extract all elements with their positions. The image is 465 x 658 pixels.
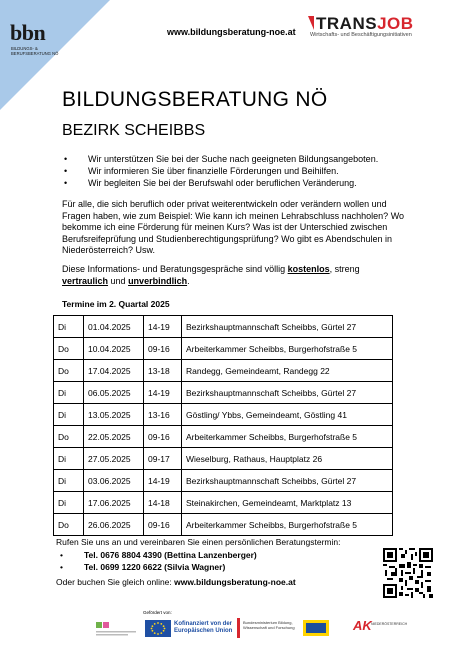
transjob-mark-icon xyxy=(308,16,314,30)
eu-line2: Europäischen Union xyxy=(174,628,233,634)
time-cell: 14-19 xyxy=(144,470,182,492)
service-item: • Wir begleiten Sie bei der Berufswahl oder beruflichen Veränderung. xyxy=(62,177,378,189)
transjob-logo xyxy=(308,14,414,34)
date-cell: 17.04.2025 xyxy=(84,360,144,382)
eu-line1: Kofinanziert von der xyxy=(174,621,233,627)
transjob-logo-trans: TRANS xyxy=(316,14,378,33)
location-cell: Arbeiterkammer Scheibbs, Burgerhofstraße 5 xyxy=(182,426,393,448)
table-row xyxy=(54,448,393,470)
schedule-table xyxy=(53,315,393,536)
day-cell: Do xyxy=(54,514,84,536)
day-cell: Di xyxy=(54,404,84,426)
table-row xyxy=(54,382,393,404)
service-item: • Wir unterstützen Sie bei der Suche nach geeigneten Bildungsangeboten. xyxy=(62,153,378,165)
ministry-mark-icon xyxy=(237,618,240,638)
day-cell: Do xyxy=(54,426,84,448)
date-cell: 10.04.2025 xyxy=(84,338,144,360)
date-cell: 03.06.2025 xyxy=(84,470,144,492)
location-cell: Göstling/ Ybbs, Gemeindeamt, Göstling 41 xyxy=(182,404,393,426)
date-cell: 06.05.2025 xyxy=(84,382,144,404)
time-cell: 14-18 xyxy=(144,492,182,514)
time-cell: 09-17 xyxy=(144,448,182,470)
location-cell: Wieselburg, Rathaus, Hauptplatz 26 xyxy=(182,448,393,470)
ak-subtitle: NIEDERÖSTERREICH xyxy=(371,622,408,626)
transjob-subtitle: Wirtschafts- und Beschäftigungsinitiativen xyxy=(310,32,412,38)
online-prefix: Oder buchen Sie gleich online: xyxy=(56,577,175,587)
location-cell: Randegg, Gemeindeamt, Randegg 22 xyxy=(182,360,393,382)
funded-by-label: Gefördert von: xyxy=(143,610,172,615)
date-cell: 17.06.2025 xyxy=(84,492,144,514)
date-cell: 22.05.2025 xyxy=(84,426,144,448)
table-row xyxy=(54,426,393,448)
funder-logo-icon xyxy=(96,620,136,638)
day-cell: Di xyxy=(54,316,84,338)
day-cell: Di xyxy=(54,448,84,470)
info-kostenlos: kostenlos xyxy=(287,264,330,274)
schedule-heading: Termine im 2. Quartal 2025 xyxy=(62,299,170,309)
ministry-text: Bundesministerium Bildung, Wissenschaft und Forschung xyxy=(243,620,295,630)
page-title: BILDUNGSBERATUNG NÖ xyxy=(62,88,328,111)
phone-item[interactable]: • Tel. 0676 8804 4390 (Bettina Lanzenberger) xyxy=(56,549,257,561)
info-unverbindlich: unverbindlich xyxy=(128,275,188,286)
day-cell: Do xyxy=(54,360,84,382)
online-booking xyxy=(56,577,296,587)
bbn-logo-subtitle: BILDUNGS- & BERUFSBERATUNG NÖ xyxy=(11,46,59,57)
header-website[interactable]: www.bildungsberatung-noe.at xyxy=(167,27,296,37)
date-cell: 01.04.2025 xyxy=(84,316,144,338)
online-url-link[interactable]: www.bildungsberatung-noe.at xyxy=(174,577,296,587)
location-cell: Arbeiterkammer Scheibbs, Burgerhofstraße 5 xyxy=(182,338,393,360)
time-cell: 09-16 xyxy=(144,338,182,360)
time-cell: 09-16 xyxy=(144,426,182,448)
date-cell: 27.05.2025 xyxy=(84,448,144,470)
phone-list xyxy=(56,549,257,573)
location-cell: Bezirkshauptmannschaft Scheibbs, Gürtel 27 xyxy=(182,316,393,338)
table-row xyxy=(54,404,393,426)
time-cell: 13-16 xyxy=(144,404,182,426)
day-cell: Di xyxy=(54,492,84,514)
day-cell: Di xyxy=(54,470,84,492)
table-row xyxy=(54,470,393,492)
table-row xyxy=(54,360,393,382)
qr-code-icon[interactable] xyxy=(383,548,433,598)
info-text: und xyxy=(108,275,129,286)
info-text: . xyxy=(187,275,190,286)
table-row xyxy=(54,316,393,338)
time-cell: 09-16 xyxy=(144,514,182,536)
transjob-logo-job: JOB xyxy=(377,14,414,33)
day-cell: Do xyxy=(54,338,84,360)
day-cell: Di xyxy=(54,382,84,404)
eu-flag-icon xyxy=(145,620,171,637)
bbn-logo: bbn xyxy=(10,20,46,45)
info-paragraph xyxy=(62,264,407,287)
intro-paragraph: Für alle, die sich beruflich oder privat weiterentwickeln oder verändern wollen und Fragen haben, wie zum Beispiel: Wie kann ich meinen Lehrabschluss nachholen? Wo bekomme ich eine Förderung für meinen Kurs? Was ist der Unterschied zwischen Berufsreifeprüfung und Studienberechtigungsprüfung? Wo gibt es Abendschulen in Niederösterreich? Usw. xyxy=(62,199,405,255)
date-cell: 13.05.2025 xyxy=(84,404,144,426)
table-row xyxy=(54,492,393,514)
ak-logo: AK xyxy=(353,618,372,633)
location-cell: Arbeiterkammer Scheibbs, Burgerhofstraße 5 xyxy=(182,514,393,536)
phone-item[interactable]: • Tel. 0699 1220 6622 (Silvia Wagner) xyxy=(56,561,257,573)
time-cell: 14-19 xyxy=(144,316,182,338)
info-text: , streng xyxy=(329,264,360,274)
noe-logo-icon xyxy=(303,620,329,636)
location-cell: Steinakirchen, Gemeindeamt, Marktplatz 13 xyxy=(182,492,393,514)
info-text: Diese Informations- und Beratungsgespräche sind völlig xyxy=(62,264,288,274)
eu-cofunded-text xyxy=(174,621,232,635)
location-cell: Bezirkshauptmannschaft Scheibbs, Gürtel 27 xyxy=(182,382,393,404)
info-vertraulich: vertraulich xyxy=(62,275,109,286)
location-cell: Bezirkshauptmannschaft Scheibbs, Gürtel 27 xyxy=(182,470,393,492)
date-cell: 26.06.2025 xyxy=(84,514,144,536)
contact-intro: Rufen Sie uns an und vereinbaren Sie einen persönlichen Beratungstermin: xyxy=(56,537,341,547)
time-cell: 13-18 xyxy=(144,360,182,382)
page-subtitle: BEZIRK SCHEIBBS xyxy=(62,122,206,139)
service-list xyxy=(62,153,378,189)
time-cell: 14-19 xyxy=(144,382,182,404)
table-row xyxy=(54,514,393,536)
table-row xyxy=(54,338,393,360)
service-item: • Wir informieren Sie über finanzielle Förderungen und Beihilfen. xyxy=(62,165,378,177)
